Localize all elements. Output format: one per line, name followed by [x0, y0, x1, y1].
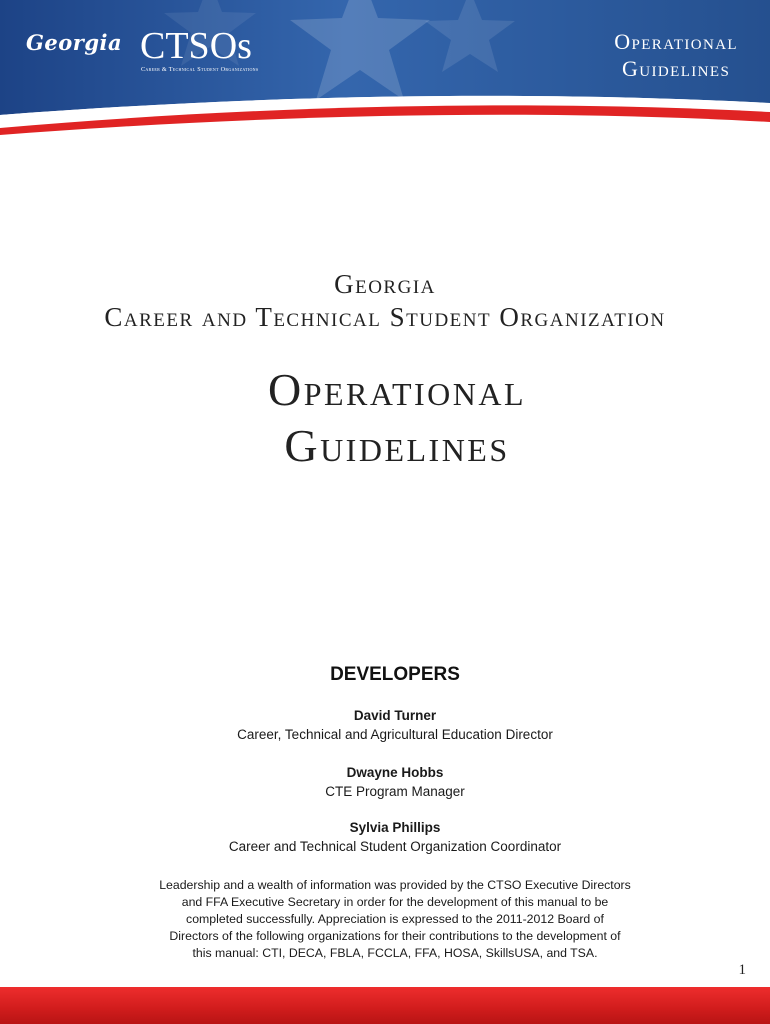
header-title: [614, 28, 738, 82]
logo-script: Georgia: [26, 30, 123, 55]
acknowledgment-line: and FFA Executive Secretary in order for the development of this manual to be: [181, 895, 609, 909]
developers-heading: DEVELOPERS: [330, 664, 460, 685]
developer-role: Career and Technical Student Organization Coordinator: [228, 839, 562, 854]
acknowledgment-line: completed successfully. Appreciation is expressed to the 2011-2012 Board of: [186, 912, 604, 926]
footer-band: [0, 987, 770, 1024]
acknowledgment-line: Leadership and a wealth of information was provided by the CTSO Executive Directors: [159, 878, 631, 892]
acknowledgment-line: Directors of the following organizations for their contributions to the development of: [169, 929, 621, 943]
header-banner: [0, 0, 770, 135]
developer-name: Dwayne Hobbs: [346, 765, 444, 780]
header-title-line1: Operational: [614, 29, 738, 54]
developer-name: Sylvia Phillips: [349, 820, 441, 835]
acknowledgment-line: this manual: CTI, DECA, FBLA, FCCLA, FFA, HOSA, SkillsUSA, and TSA.: [192, 946, 598, 960]
developer-role: Career, Technical and Agricultural Education Director: [237, 727, 553, 742]
logo-subtitle: Career & Technical Student Organizations: [141, 66, 259, 73]
header-title-line2: Guidelines: [621, 56, 731, 81]
developer-entry: [0, 763, 770, 801]
document-title: [0, 362, 770, 474]
acknowledgment-paragraph: [140, 877, 650, 962]
logo-ctsos: CTSOs: [140, 25, 252, 67]
document-title-line2: Guidelines: [284, 420, 510, 471]
organization-title: [0, 268, 770, 334]
developer-entry: [0, 706, 770, 744]
developer-name: David Turner: [353, 708, 437, 723]
page-number: 1: [738, 962, 746, 978]
document-title-line1: Operational: [267, 364, 527, 415]
developer-role: CTE Program Manager: [325, 784, 465, 799]
developer-entry: [0, 818, 770, 856]
organization-line2: Career and Technical Student Organization: [104, 302, 666, 332]
organization-line1: Georgia: [334, 269, 436, 299]
